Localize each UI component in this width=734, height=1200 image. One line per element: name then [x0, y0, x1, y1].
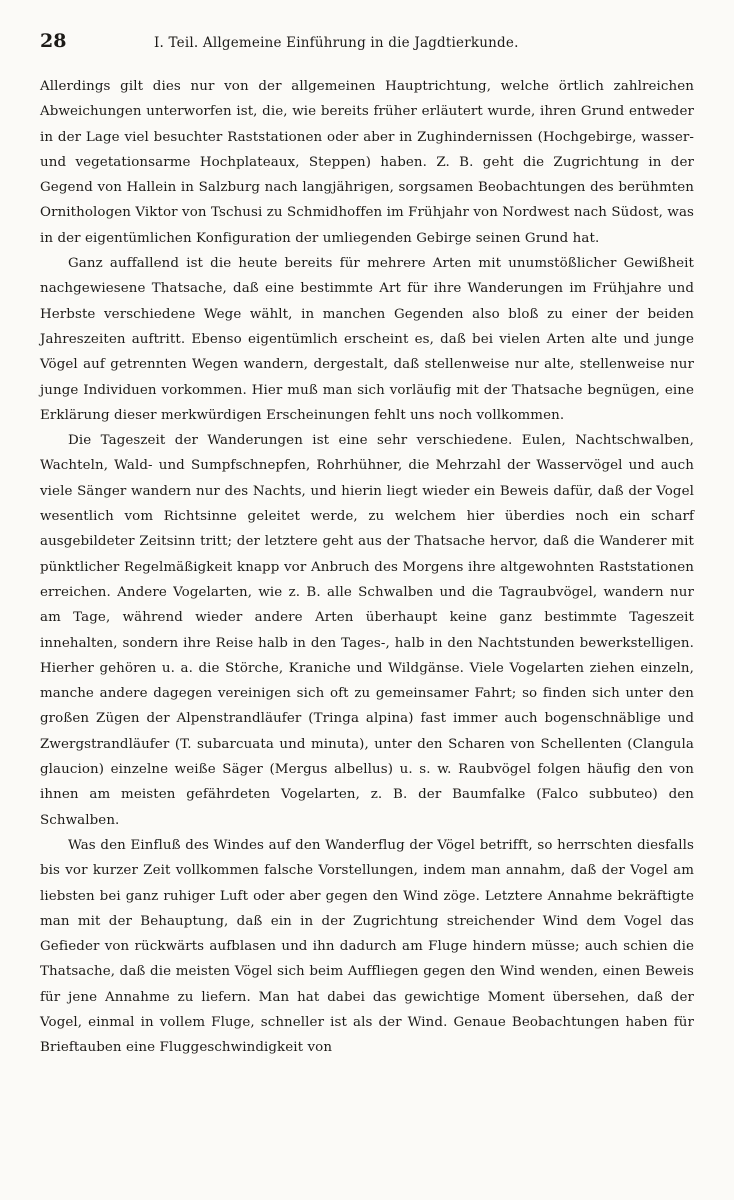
running-head: I. Teil. Allgemeine Einführung in die Jagdtierkunde.	[154, 35, 519, 51]
page-header	[40, 30, 694, 66]
paragraph-1: Allerdings gilt dies nur von der allgemeinen Hauptrichtung, welche örtlich zahlreichen Abweichungen unterworfen ist, die, wie bereits früher erläutert wurde, ihren Grund entweder in der Lage viel besuchter Raststationen oder aber in Zughindernissen (Hochgebirge, wasser- und vegetationsarme Hochplateaux, Steppen) haben. Z. B. geht die Zugrichtung in der Gegend von Hallein in Salzburg nach langjährigen, sorgsamen Beobachtungen des berühmten Ornithologen Viktor von Tschusi zu Schmidhoffen im Frühjahr von Nordwest nach Südost, was in der eigentümlichen Konfiguration der umliegenden Gebirge seinen Grund hat.	[40, 79, 694, 246]
page-number: 28	[40, 30, 67, 52]
paragraph-4: Was den Einfluß des Windes auf den Wanderflug der Vögel betrifft, so herrschten diesfalls bis vor kurzer Zeit vollkommen falsche Vorstellungen, indem man annahm, daß der Vogel am liebsten bei ganz ruhiger Luft oder aber gegen den Wind zöge. Letztere Annahme bekräftigte man mit der Behauptung, daß ein in der Zugrichtung streichender Wind dem Vogel das Gefieder von rückwärts aufblasen und ihn dadurch am Fluge hindern müsse; auch schien die Thatsache, daß die meisten Vögel sich beim Auffliegen gegen den Wind wenden, einen Beweis für jene Annahme zu liefern. Man hat dabei das gewichtige Moment übersehen, daß der Vogel, einmal in vollem Fluge, schneller ist als der Wind. Genaue Beobachtungen haben für Brieftauben eine Fluggeschwindigkeit von	[40, 837, 694, 1056]
paragraph-2: Ganz auffallend ist die heute bereits für mehrere Arten mit unumstößlicher Gewißheit nachgewiesene Thatsache, daß eine bestimmte Art für ihre Wanderungen im Frühjahre und Herbste verschiedene Wege wählt, in manchen Gegenden also bloß zu einer der beiden Jahreszeiten auftritt. Ebenso eigentümlich erscheint es, daß bei vielen Arten alte und junge Vögel auf getrennten Wegen wandern, dergestalt, daß stellenweise nur alte, stellenweise nur junge Individuen vorkommen. Hier muß man sich vorläufig mit der Thatsache begnügen, eine Erklärung dieser merkwürdigen Erscheinungen fehlt uns noch vollkommen.	[40, 256, 694, 423]
paragraph-3: Die Tageszeit der Wanderungen ist eine sehr verschiedene. Eulen, Nachtschwalben, Wachteln, Wald- und Sumpfschnepfen, Rohrhühner, die Mehrzahl der Wasservögel und auch viele Sänger wandern nur des Nachts, und hierin liegt wieder ein Beweis dafür, daß der Vogel wesentlich vom Richtsinne geleitet werde, zu welchem hier überdies noch ein scharf ausgebildeter Zeitsinn tritt; der letztere geht aus der Thatsache hervor, daß die Wanderer mit pünktlicher Regelmäßigkeit knapp vor Anbruch des Morgens ihre altgewohnten Raststationen erreichen. Andere Vogelarten, wie z. B. alle Schwalben und die Tagraubvögel, wandern nur am Tage, während wieder andere Arten überhaupt keine ganz bestimmte Tageszeit innehalten, sondern ihre Reise halb in den Tages-, halb in den Nachtstunden bewerkstelligen. Hierher gehören u. a. die Störche, Kraniche und Wildgänse. Viele Vogelarten ziehen einzeln, manche andere dagegen vereinigen sich oft zu gemeinsamer Fahrt; so finden sich unter den großen Zügen der Alpenstrandläufer (Tringa alpina) fast immer auch bogenschnäblige und Zwergstrandläufer (T. subarcuata und minuta), unter den Scharen von Schellenten (Clangula glaucion) einzelne weiße Säger (Mergus albellus) u. s. w. Raubvögel folgen häufig den von ihnen am meisten gefährdeten Vogelarten, z. B. der Baumfalke (Falco subbuteo) den Schwalben.	[40, 433, 694, 828]
page-body	[40, 74, 694, 1061]
